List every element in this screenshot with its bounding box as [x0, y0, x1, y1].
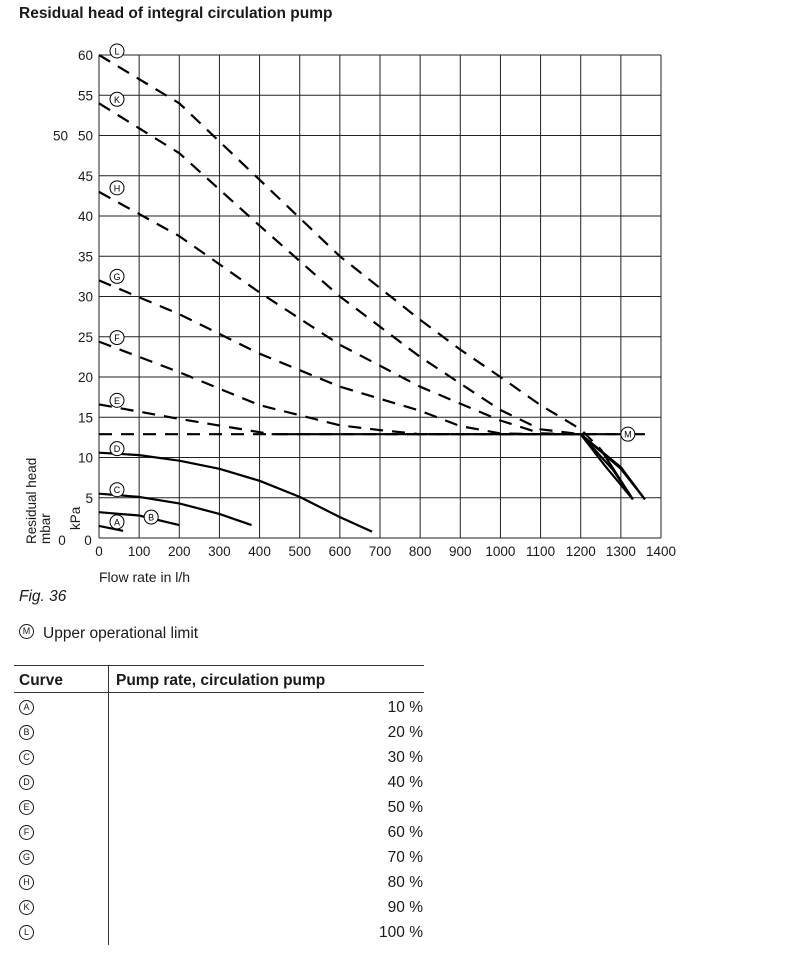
curve-cell	[14, 920, 109, 945]
pump-rate-cell: 90 %	[387, 898, 423, 916]
curve-a-icon: A	[19, 700, 34, 715]
marker-h-label: H	[113, 183, 121, 194]
y-tick-kpa-11: 55	[77, 88, 93, 104]
x-tick-label-1: 100	[127, 544, 151, 559]
x-axis-label: Flow rate in l/h	[99, 569, 191, 585]
y-tick-mbar-1: 50	[52, 128, 68, 144]
y-tick-kpa-4: 20	[77, 370, 93, 385]
x-tick-label-9: 900	[449, 544, 472, 559]
marker-g-label: G	[113, 271, 121, 282]
x-tick-label-5: 500	[288, 544, 311, 559]
pump-rate-cell: 80 %	[387, 873, 423, 891]
curve-legend-table	[14, 665, 424, 945]
pump-rate-cell: 70 %	[387, 848, 423, 866]
x-tick-label-0: 0	[95, 544, 103, 559]
curve-cell	[14, 745, 109, 770]
curve-cell	[14, 845, 109, 870]
pump-rate-cell: 60 %	[387, 823, 423, 841]
series-line-l-tail-4	[601, 449, 633, 499]
y-tick-kpa-zero: 0	[84, 533, 92, 548]
y-tick-kpa-2: 10	[77, 450, 93, 466]
y-tick-kpa-10: 50	[77, 128, 93, 144]
x-tick-label-8: 800	[408, 544, 432, 559]
x-tick-label-11: 1100	[526, 544, 556, 559]
marker-e-label: E	[113, 395, 121, 406]
pump-rate-cell: 40 %	[387, 773, 423, 791]
y-tick-kpa-6: 30	[77, 289, 93, 305]
upper-limit-text: Upper operational limit	[43, 625, 199, 642]
marker-m-icon: M	[19, 624, 34, 639]
y-label-kpa: kPa	[68, 506, 83, 530]
curve-cell	[14, 820, 109, 845]
marker-b-label: B	[148, 512, 155, 523]
marker-c-label: C	[113, 485, 121, 496]
curve-h-icon: H	[19, 875, 34, 890]
chart-series	[99, 55, 645, 532]
y-tick-kpa-7: 35	[77, 249, 93, 265]
chart-title: Residual head of integral circulation pump	[19, 5, 333, 22]
marker-l-label: L	[114, 46, 120, 57]
table-row	[14, 870, 424, 895]
curve-cell	[14, 720, 109, 745]
curve-c-icon: C	[19, 750, 34, 765]
x-tick-label-7: 700	[368, 544, 392, 559]
y-tick-mbar-zero: 0	[58, 533, 66, 548]
pump-rate-cell: 10 %	[387, 698, 423, 716]
curve-cell	[14, 770, 109, 795]
table-row	[14, 795, 424, 820]
pump-rate-cell: 20 %	[387, 723, 423, 741]
y-axis-ticks	[45, 0, 93, 548]
curve-cell	[14, 870, 109, 895]
pump-rate-cell: 100 %	[379, 923, 423, 941]
pump-rate-cell: 30 %	[387, 748, 423, 766]
y-label-residual-head: Residual head	[24, 457, 39, 544]
series-line-e-dashed-4	[99, 404, 272, 434]
table-row	[14, 920, 424, 945]
header-pump-rate: Pump rate, circulation pump	[109, 666, 425, 693]
table-header-row	[14, 666, 424, 693]
curve-cell	[14, 895, 109, 920]
x-tick-label-12: 1200	[565, 544, 596, 559]
curve-k-icon: K	[19, 900, 34, 915]
y-tick-kpa-5: 25	[77, 329, 93, 345]
x-tick-label-14: 1400	[645, 544, 677, 559]
table-row	[14, 745, 424, 770]
marker-f-label: F	[114, 333, 120, 344]
y-tick-kpa-1: 5	[85, 490, 93, 506]
chart-grid	[99, 55, 661, 538]
x-tick-label-13: 1300	[605, 544, 636, 559]
table-row	[14, 770, 424, 795]
pump-rate-cell: 50 %	[387, 798, 423, 816]
y-label-mbar: mbar	[38, 513, 53, 544]
upper-limit-note	[19, 625, 198, 643]
header-curve: Curve	[14, 666, 109, 693]
y-tick-kpa-8: 40	[77, 209, 93, 224]
x-tick-label-10: 1000	[485, 544, 516, 559]
table-row	[14, 720, 424, 745]
curve-d-icon: D	[19, 775, 34, 790]
table-row	[14, 820, 424, 845]
curve-g-icon: G	[19, 850, 34, 865]
curve-cell	[14, 795, 109, 820]
x-tick-label-2: 200	[168, 544, 191, 559]
curve-b-icon: B	[19, 725, 34, 740]
x-tick-label-3: 300	[208, 544, 231, 559]
y-tick-kpa-3: 15	[77, 410, 93, 426]
y-tick-kpa-9: 45	[77, 168, 93, 184]
y-axis-labels	[24, 458, 83, 544]
table-row	[14, 895, 424, 920]
curve-f-icon: F	[19, 825, 34, 840]
table-row	[14, 693, 424, 721]
x-tick-label-4: 400	[248, 544, 271, 559]
x-tick-label-6: 600	[328, 544, 352, 559]
curve-markers	[110, 44, 635, 529]
curve-e-icon: E	[19, 800, 34, 815]
y-tick-kpa-12: 60	[77, 48, 93, 63]
curve-cell	[14, 693, 109, 721]
marker-d-label: D	[113, 444, 121, 455]
figure-caption: Fig. 36	[19, 588, 67, 605]
table-row	[14, 845, 424, 870]
table-body	[14, 693, 424, 946]
marker-m-label: M	[624, 429, 632, 440]
curve-l-icon: L	[19, 925, 34, 940]
marker-k-label: K	[113, 94, 121, 105]
marker-a-label: A	[113, 517, 121, 528]
x-axis-ticks	[95, 544, 676, 559]
